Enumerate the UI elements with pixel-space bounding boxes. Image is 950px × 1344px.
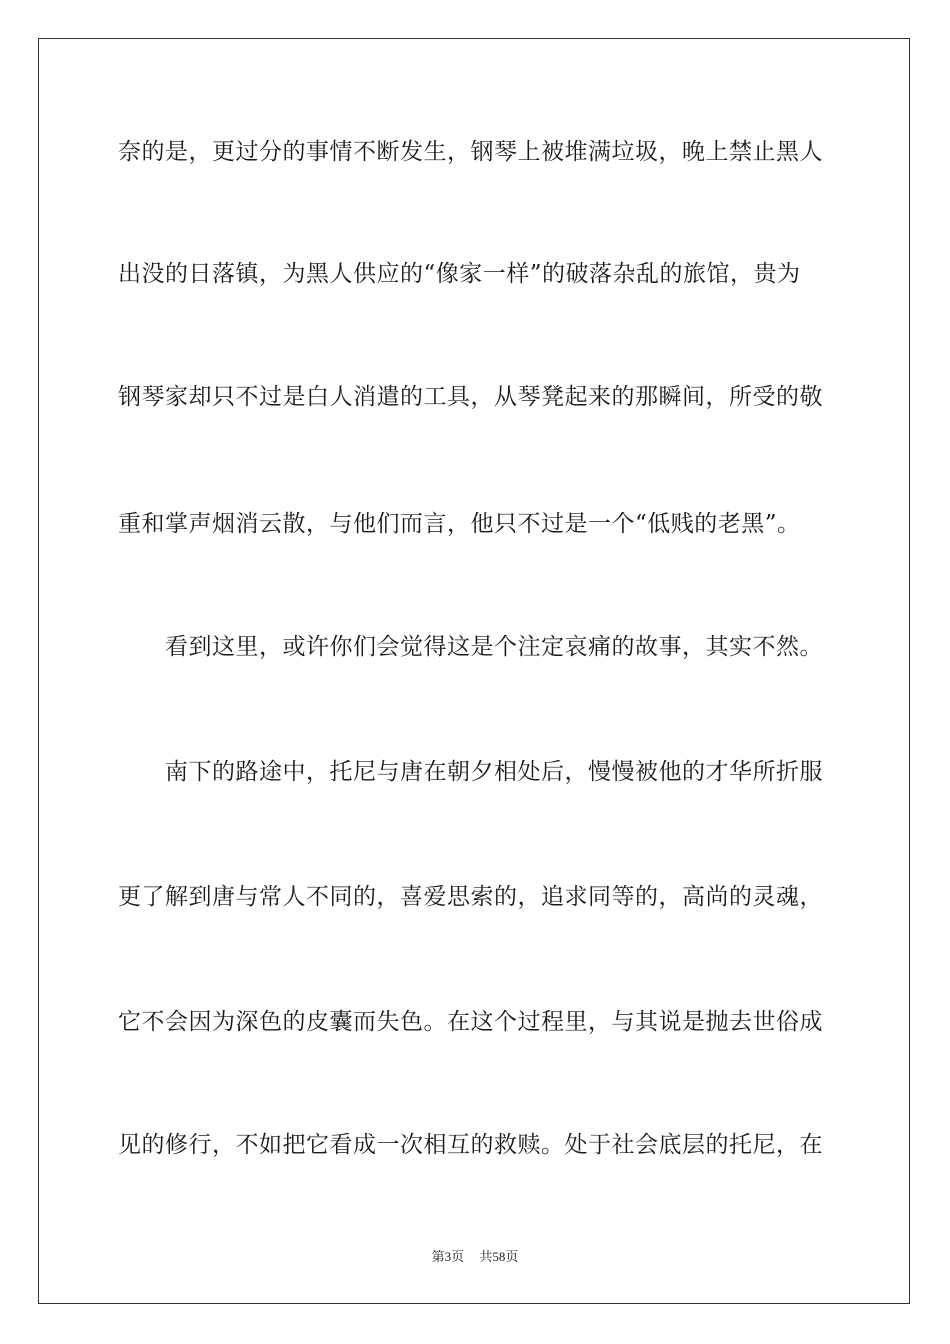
text-line-2: 出没的日落镇，为黑人供应的“像家一样”的破落杂乱的旅馆，贵为: [118, 261, 801, 287]
text-line-7: 更了解到唐与常人不同的，喜爱思索的，追求同等的，高尚的灵魂，: [118, 884, 823, 910]
text-line-8: 它不会因为深色的皮囊而失色。在这个过程里，与其说是抛去世俗成: [118, 1009, 823, 1035]
page-total: 共58页: [479, 1249, 519, 1264]
page-border: [38, 38, 910, 1304]
text-line-1: 奈的是，更过分的事情不断发生，钢琴上被堆满垃圾，晚上禁止黑人: [118, 139, 823, 165]
page-number: 第3页: [431, 1249, 465, 1264]
text-line-4: 重和掌声烟消云散，与他们而言，他只不过是一个“低贱的老黑”。: [118, 511, 801, 537]
paragraph-start-3: 南下的路途中，托尼与唐在朝夕相处后，慢慢被他的才华所折服: [165, 759, 823, 785]
page-footer: [0, 1246, 950, 1265]
text-line-3: 钢琴家却只不过是白人消遣的工具，从琴凳起来的那瞬间，所受的敬: [118, 384, 823, 410]
paragraph-start-2: 看到这里，或许你们会觉得这是个注定哀痛的故事，其实不然。: [165, 634, 823, 660]
text-line-9: 见的修行，不如把它看成一次相互的救赎。处于社会底层的托尼，在: [118, 1132, 823, 1158]
